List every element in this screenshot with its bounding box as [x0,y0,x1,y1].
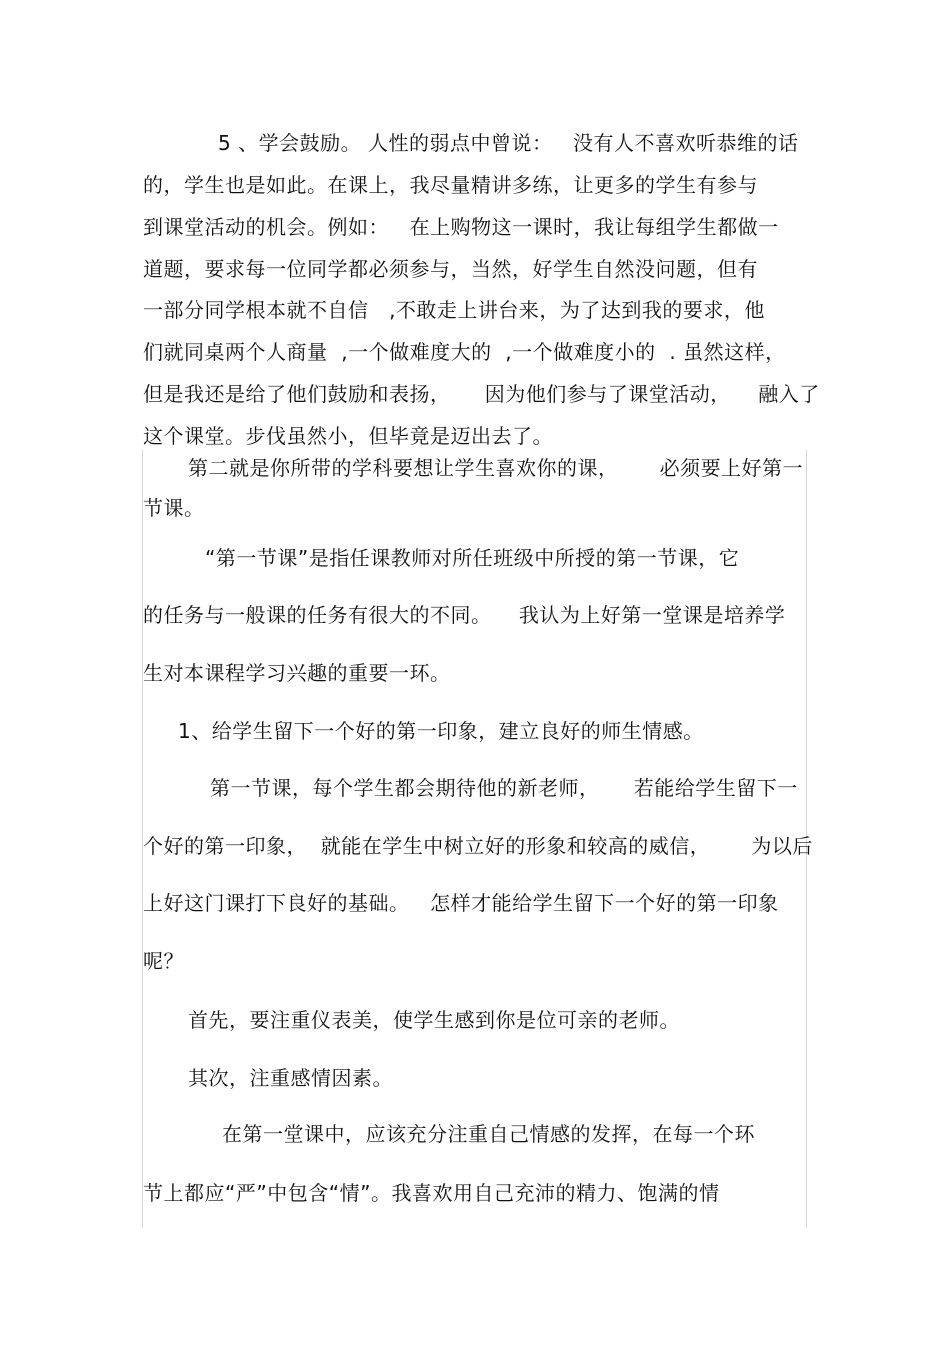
paragraph-line: 上好这门课打下良好的基础。 怎样才能给学生留下一个好的第一印象 [143,891,779,915]
paragraph-line: 但是我还是给了他们鼓励和表扬， 因为他们参与了课堂活动， 融入了 [143,382,820,406]
numbered-heading: 1、给学生留下一个好的第一印象，建立良好的师生情感。 [178,719,704,743]
paragraph-line: 其次，注重感情因素。 [188,1066,393,1090]
paragraph-line: 们就同桌两个人商量 ,一个做难度大的 ,一个做难度小的 . 虽然这样， [143,340,786,364]
paragraph-line: 5 、学会鼓励。 人性的弱点中曾说： 没有人不喜欢听恭维的话 [218,131,799,155]
paragraph-line: 个好的第一印象， 就能在学生中树立好的形象和较高的威信， 为以后 [143,834,813,858]
paragraph-line: 节课。 [143,496,205,520]
paragraph-line: 的任务与一般课的任务有很大的不同。 我认为上好第一堂课是培养学 [143,603,786,627]
paragraph-line: 道题，要求每一位同学都必须参与，当然，好学生自然没问题，但有 [143,257,758,281]
paragraph-line: 第一节课，每个学生都会期待他的新老师， 若能给学生留下一 [210,776,798,800]
paragraph-line: 的，学生也是如此。在课上，我尽量精讲多练，让更多的学生有参与 [143,173,758,197]
paragraph-line: 节上都应“严”中包含“情”。我喜欢用自己充沛的精力、饱满的情 [143,1181,720,1205]
paragraph-line: 到课堂活动的机会。例如： 在上购物这一课时，我让每组学生都做一 [143,215,779,239]
paragraph-line: 生对本课程学习兴趣的重要一环。 [143,661,451,685]
paragraph-line: 首先，要注重仪表美，使学生感到你是位可亲的老师。 [188,1008,680,1032]
paragraph-line: 呢？ [143,949,184,973]
paragraph-line: 在第一堂课中，应该充分注重自己情感的发挥，在每一个环 [222,1122,755,1146]
paragraph-line: 第二就是你所带的学科要想让学生喜欢你的课， 必须要上好第一 [188,456,804,480]
paragraph-line: 这个课堂。步伐虽然小，但毕竟是迈出去了。 [143,424,553,448]
paragraph-line: “第一节课”是指任课教师对所任班级中所授的第一节课，它 [205,546,740,570]
paragraph-line: 一部分同学根本就不自信 ,不敢走上讲台来，为了达到我的要求，他 [143,298,765,322]
